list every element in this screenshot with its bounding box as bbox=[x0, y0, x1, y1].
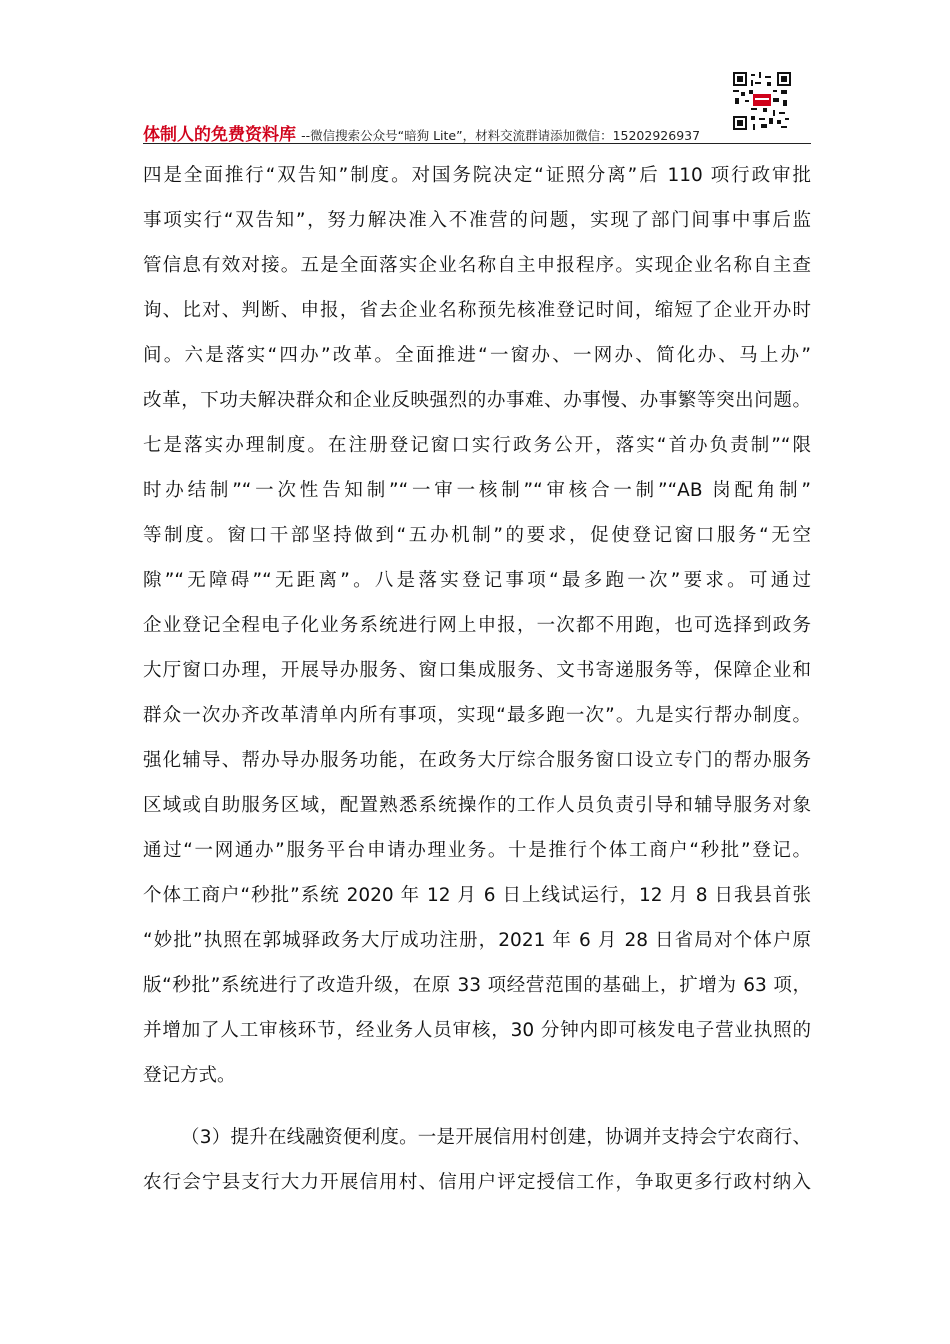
text-line: 事项实行“双告知”，努力解决准入不准营的问题，实现了部门间事中事后监 bbox=[143, 210, 811, 231]
text-line: 等制度。窗口干部坚持做到“五办机制”的要求，促使登记窗口服务“无空 bbox=[143, 525, 811, 546]
document-body bbox=[143, 153, 811, 1205]
text-line: 农行会宁县支行大力开展信用村、信用户评定授信工作，争取更多行政村纳入 bbox=[143, 1172, 811, 1193]
text-line: 间。六是落实“四办”改革。全面推进“一窗办、一网办、简化办、马上办” bbox=[143, 345, 811, 366]
text-line: 管信息有效对接。五是全面落实企业名称自主申报程序。实现企业名称自主查 bbox=[143, 255, 811, 276]
text-line: “妙批”执照在郭城驿政务大厅成功注册，2021 年 6 月 28 日省局对个体户原 bbox=[143, 930, 811, 951]
text-line: 区域或自助服务区域，配置熟悉系统操作的工作人员负责引导和辅导服务对象 bbox=[143, 795, 811, 816]
text-line: 并增加了人工审核环节，经业务人员审核，30 分钟内即可核发电子营业执照的 bbox=[143, 1020, 811, 1041]
page-header bbox=[143, 120, 811, 145]
text-line: 七是落实办理制度。在注册登记窗口实行政务公开，落实“首办负责制”“限 bbox=[143, 435, 811, 456]
text-line: 四是全面推行“双告知”制度。对国务院决定“证照分离”后 110 项行政审批 bbox=[143, 165, 811, 186]
text-line: 询、比对、判断、申报，省去企业名称预先核准登记时间，缩短了企业开办时 bbox=[143, 300, 811, 321]
paragraph-gap bbox=[143, 1098, 811, 1115]
text-line: 群众一次办齐改革清单内所有事项，实现“最多跑一次”。九是实行帮办制度。 bbox=[143, 705, 811, 726]
text-line: 登记方式。 bbox=[143, 1065, 236, 1086]
text-line: 大厅窗口办理，开展导办服务、窗口集成服务、文书寄递服务等，保障企业和 bbox=[143, 660, 811, 681]
text-line: （3）提升在线融资便利度。一是开展信用村创建，协调并支持会宁农商行、 bbox=[181, 1127, 811, 1148]
header-brand: 体制人的免费资料库 bbox=[143, 125, 296, 145]
text-line: 版“秒批”系统进行了改造升级，在原 33 项经营范围的基础上，扩增为 63 项， bbox=[143, 975, 811, 996]
text-line: 时办结制”“一次性告知制”“一审一核制”“审核合一制”“AB 岗配角制” bbox=[143, 480, 811, 501]
text-line: 改革，下功夫解决群众和企业反映强烈的办事难、办事慢、办事繁等突出问题。 bbox=[143, 390, 811, 411]
text-line: 隙”“无障碍”“无距离”。八是落实登记事项“最多跑一次”要求。可通过 bbox=[143, 570, 811, 591]
header-divider bbox=[143, 143, 811, 144]
qr-code-icon bbox=[733, 72, 791, 130]
text-line: 企业登记全程电子化业务系统进行网上申报，一次都不用跑，也可选择到政务 bbox=[143, 615, 811, 636]
text-line: 通过“一网通办”服务平台申请办理业务。十是推行个体工商户“秒批”登记。 bbox=[143, 840, 811, 861]
header-subtitle: --微信搜索公众号“暗狗 Lite”，材料交流群请添加微信：15202926937 bbox=[301, 128, 701, 143]
text-line: 强化辅导、帮办导办服务功能，在政务大厅综合服务窗口设立专门的帮办服务 bbox=[143, 750, 811, 771]
text-line: 个体工商户“秒批”系统 2020 年 12 月 6 日上线试运行，12 月 8 日我县首张 bbox=[143, 885, 811, 906]
